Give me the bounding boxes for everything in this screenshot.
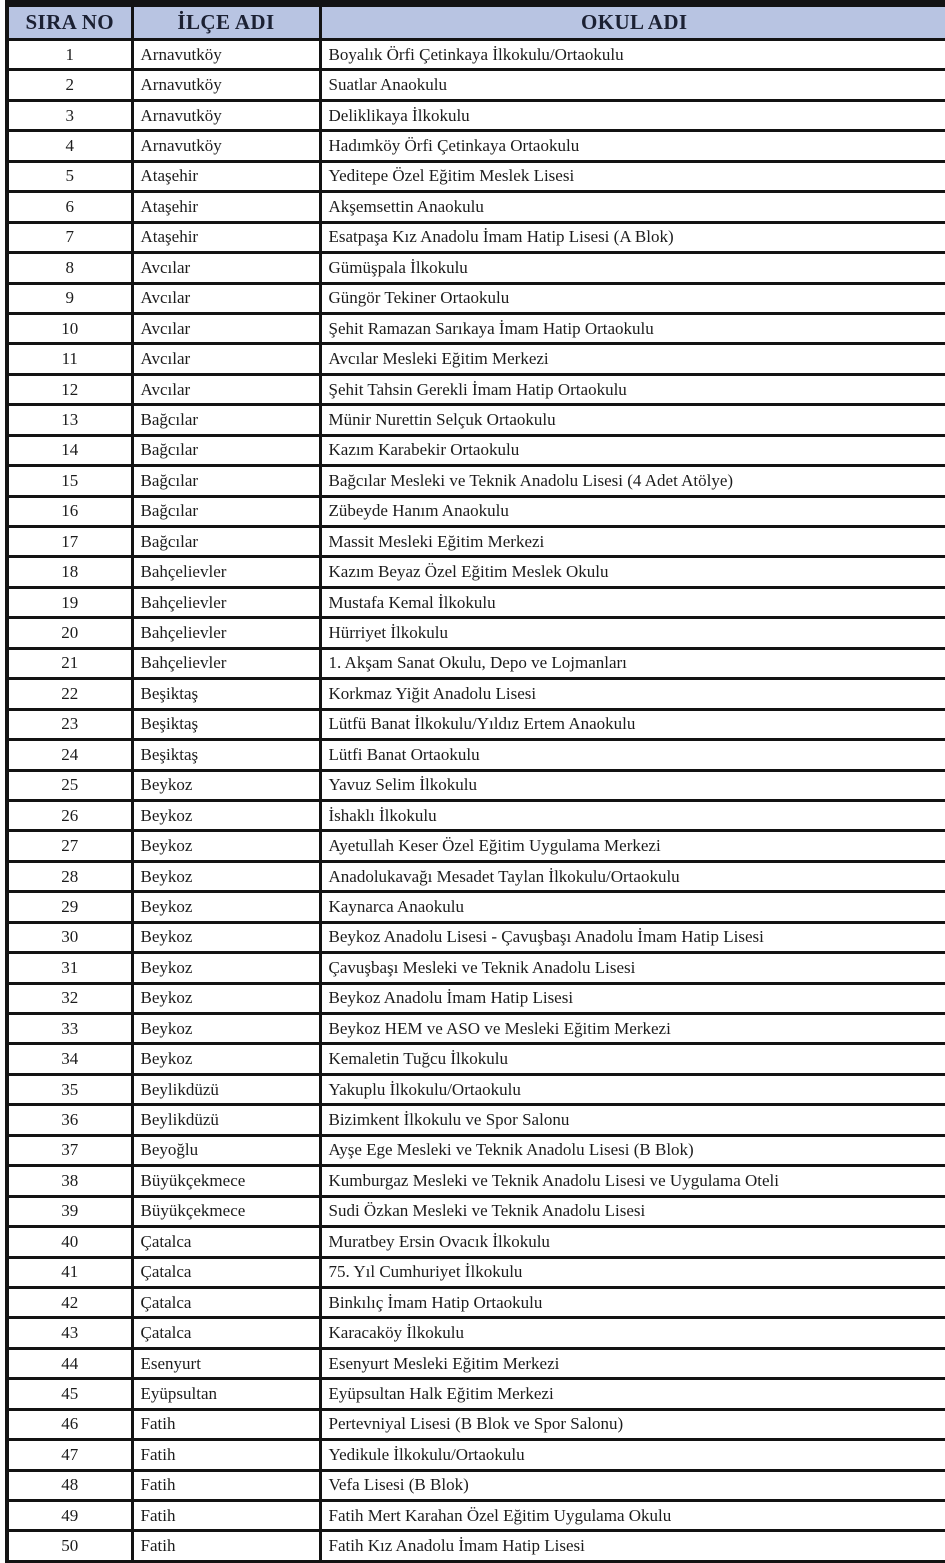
row-number-cell: 37 bbox=[7, 1135, 132, 1165]
district-cell: Beykoz bbox=[132, 983, 320, 1013]
district-cell: Beşiktaş bbox=[132, 709, 320, 739]
district-cell: Bahçelievler bbox=[132, 557, 320, 587]
school-cell: Beykoz Anadolu Lisesi - Çavuşbaşı Anadolu İmam Hatip Lisesi bbox=[320, 922, 945, 952]
school-cell: Bizimkent İlkokulu ve Spor Salonu bbox=[320, 1105, 945, 1135]
school-cell: Boyalık Örfi Çetinkaya İlkokulu/Ortaokulu bbox=[320, 40, 945, 70]
table-body bbox=[7, 40, 945, 1562]
row-number-cell: 15 bbox=[7, 466, 132, 496]
row-number-cell: 27 bbox=[7, 831, 132, 861]
table-row bbox=[7, 800, 945, 830]
district-cell: Beykoz bbox=[132, 1044, 320, 1074]
row-number-cell: 38 bbox=[7, 1166, 132, 1196]
school-cell: Kaynarca Anaokulu bbox=[320, 892, 945, 922]
row-number-cell: 43 bbox=[7, 1318, 132, 1348]
district-cell: Beşiktaş bbox=[132, 740, 320, 770]
school-cell: Yakuplu İlkokulu/Ortaokulu bbox=[320, 1074, 945, 1104]
table-row bbox=[7, 648, 945, 678]
table-row bbox=[7, 1531, 945, 1562]
table-row bbox=[7, 557, 945, 587]
school-cell: Binkılıç İmam Hatip Ortaokulu bbox=[320, 1287, 945, 1317]
district-cell: Beykoz bbox=[132, 953, 320, 983]
row-number-cell: 2 bbox=[7, 70, 132, 100]
district-cell: Çatalca bbox=[132, 1318, 320, 1348]
table-row bbox=[7, 466, 945, 496]
school-cell: Avcılar Mesleki Eğitim Merkezi bbox=[320, 344, 945, 374]
table-row bbox=[7, 222, 945, 252]
school-cell: Şehit Ramazan Sarıkaya İmam Hatip Ortaokulu bbox=[320, 313, 945, 343]
row-number-cell: 16 bbox=[7, 496, 132, 526]
schools-table bbox=[5, 0, 945, 1563]
table-row bbox=[7, 770, 945, 800]
table-row bbox=[7, 70, 945, 100]
district-cell: Büyükçekmece bbox=[132, 1166, 320, 1196]
table-row bbox=[7, 1379, 945, 1409]
district-cell: Esenyurt bbox=[132, 1348, 320, 1378]
table-row bbox=[7, 861, 945, 891]
row-number-cell: 30 bbox=[7, 922, 132, 952]
row-number-cell: 25 bbox=[7, 770, 132, 800]
district-cell: Beyoğlu bbox=[132, 1135, 320, 1165]
table-row bbox=[7, 1074, 945, 1104]
school-cell: Şehit Tahsin Gerekli İmam Hatip Ortaokulu bbox=[320, 374, 945, 404]
district-cell: Eyüpsultan bbox=[132, 1379, 320, 1409]
table-row bbox=[7, 892, 945, 922]
school-cell: Güngör Tekiner Ortaokulu bbox=[320, 283, 945, 313]
school-cell: Eyüpsultan Halk Eğitim Merkezi bbox=[320, 1379, 945, 1409]
district-cell: Bağcılar bbox=[132, 496, 320, 526]
district-cell: Beykoz bbox=[132, 770, 320, 800]
district-cell: Ataşehir bbox=[132, 222, 320, 252]
school-cell: Yedikule İlkokulu/Ortaokulu bbox=[320, 1440, 945, 1470]
table-row bbox=[7, 1166, 945, 1196]
row-number-cell: 24 bbox=[7, 740, 132, 770]
table-row bbox=[7, 983, 945, 1013]
school-cell: Kemaletin Tuğcu İlkokulu bbox=[320, 1044, 945, 1074]
district-cell: Beykoz bbox=[132, 800, 320, 830]
district-cell: Avcılar bbox=[132, 313, 320, 343]
table-row bbox=[7, 100, 945, 130]
school-cell: Esatpaşa Kız Anadolu İmam Hatip Lisesi (A Blok) bbox=[320, 222, 945, 252]
school-cell: Kazım Beyaz Özel Eğitim Meslek Okulu bbox=[320, 557, 945, 587]
column-header-sira-no: SIRA NO bbox=[7, 4, 132, 40]
school-cell: Esenyurt Mesleki Eğitim Merkezi bbox=[320, 1348, 945, 1378]
school-cell: Fatih Mert Karahan Özel Eğitim Uygulama Okulu bbox=[320, 1501, 945, 1531]
district-cell: Arnavutköy bbox=[132, 131, 320, 161]
row-number-cell: 18 bbox=[7, 557, 132, 587]
table-row bbox=[7, 131, 945, 161]
district-cell: Arnavutköy bbox=[132, 70, 320, 100]
table-row bbox=[7, 40, 945, 70]
district-cell: Ataşehir bbox=[132, 192, 320, 222]
row-number-cell: 45 bbox=[7, 1379, 132, 1409]
district-cell: Beylikdüzü bbox=[132, 1074, 320, 1104]
school-cell: Lütfü Banat İlkokulu/Yıldız Ertem Anaokulu bbox=[320, 709, 945, 739]
school-cell: Beykoz HEM ve ASO ve Mesleki Eğitim Merkezi bbox=[320, 1014, 945, 1044]
school-cell: Kazım Karabekir Ortaokulu bbox=[320, 435, 945, 465]
table-row bbox=[7, 1348, 945, 1378]
row-number-cell: 13 bbox=[7, 405, 132, 435]
district-cell: Bağcılar bbox=[132, 435, 320, 465]
school-cell: Deliklikaya İlkokulu bbox=[320, 100, 945, 130]
row-number-cell: 1 bbox=[7, 40, 132, 70]
school-cell: Münir Nurettin Selçuk Ortaokulu bbox=[320, 405, 945, 435]
row-number-cell: 19 bbox=[7, 587, 132, 617]
row-number-cell: 5 bbox=[7, 161, 132, 191]
school-cell: Suatlar Anaokulu bbox=[320, 70, 945, 100]
row-number-cell: 49 bbox=[7, 1501, 132, 1531]
district-cell: Fatih bbox=[132, 1531, 320, 1562]
district-cell: Beykoz bbox=[132, 892, 320, 922]
district-cell: Fatih bbox=[132, 1409, 320, 1439]
row-number-cell: 7 bbox=[7, 222, 132, 252]
table-row bbox=[7, 1287, 945, 1317]
table-row bbox=[7, 527, 945, 557]
table-row bbox=[7, 313, 945, 343]
school-cell: Ayetullah Keser Özel Eğitim Uygulama Merkezi bbox=[320, 831, 945, 861]
row-number-cell: 14 bbox=[7, 435, 132, 465]
row-number-cell: 50 bbox=[7, 1531, 132, 1562]
table-row bbox=[7, 1409, 945, 1439]
table-row bbox=[7, 344, 945, 374]
row-number-cell: 44 bbox=[7, 1348, 132, 1378]
table-row bbox=[7, 374, 945, 404]
district-cell: Avcılar bbox=[132, 253, 320, 283]
school-cell: Muratbey Ersin Ovacık İlkokulu bbox=[320, 1227, 945, 1257]
district-cell: Beykoz bbox=[132, 861, 320, 891]
school-cell: Mustafa Kemal İlkokulu bbox=[320, 587, 945, 617]
row-number-cell: 9 bbox=[7, 283, 132, 313]
row-number-cell: 8 bbox=[7, 253, 132, 283]
district-cell: Bahçelievler bbox=[132, 648, 320, 678]
school-cell: Yavuz Selim İlkokulu bbox=[320, 770, 945, 800]
district-cell: Bağcılar bbox=[132, 405, 320, 435]
district-cell: Çatalca bbox=[132, 1257, 320, 1287]
table-row bbox=[7, 283, 945, 313]
school-cell: Karacaköy İlkokulu bbox=[320, 1318, 945, 1348]
table-header-row bbox=[7, 4, 945, 40]
row-number-cell: 33 bbox=[7, 1014, 132, 1044]
school-cell: Akşemsettin Anaokulu bbox=[320, 192, 945, 222]
row-number-cell: 31 bbox=[7, 953, 132, 983]
school-cell: Pertevniyal Lisesi (B Blok ve Spor Salonu) bbox=[320, 1409, 945, 1439]
school-cell: Hürriyet İlkokulu bbox=[320, 618, 945, 648]
row-number-cell: 23 bbox=[7, 709, 132, 739]
district-cell: Büyükçekmece bbox=[132, 1196, 320, 1226]
school-cell: Yeditepe Özel Eğitim Meslek Lisesi bbox=[320, 161, 945, 191]
school-cell: İshaklı İlkokulu bbox=[320, 800, 945, 830]
table-row bbox=[7, 435, 945, 465]
table-row bbox=[7, 1135, 945, 1165]
table-row bbox=[7, 1196, 945, 1226]
school-cell: Vefa Lisesi (B Blok) bbox=[320, 1470, 945, 1500]
row-number-cell: 41 bbox=[7, 1257, 132, 1287]
row-number-cell: 3 bbox=[7, 100, 132, 130]
table-row bbox=[7, 1470, 945, 1500]
table-row bbox=[7, 1014, 945, 1044]
school-cell: Beykoz Anadolu İmam Hatip Lisesi bbox=[320, 983, 945, 1013]
table-row bbox=[7, 1227, 945, 1257]
row-number-cell: 29 bbox=[7, 892, 132, 922]
table-row bbox=[7, 740, 945, 770]
table-row bbox=[7, 1044, 945, 1074]
column-header-okul-adi: OKUL ADI bbox=[320, 4, 945, 40]
district-cell: Fatih bbox=[132, 1501, 320, 1531]
row-number-cell: 11 bbox=[7, 344, 132, 374]
row-number-cell: 35 bbox=[7, 1074, 132, 1104]
school-cell: Ayşe Ege Mesleki ve Teknik Anadolu Lisesi (B Blok) bbox=[320, 1135, 945, 1165]
table-row bbox=[7, 161, 945, 191]
district-cell: Beylikdüzü bbox=[132, 1105, 320, 1135]
district-cell: Arnavutköy bbox=[132, 100, 320, 130]
row-number-cell: 12 bbox=[7, 374, 132, 404]
table-row bbox=[7, 253, 945, 283]
district-cell: Beykoz bbox=[132, 922, 320, 952]
district-cell: Beykoz bbox=[132, 1014, 320, 1044]
district-cell: Fatih bbox=[132, 1470, 320, 1500]
row-number-cell: 28 bbox=[7, 861, 132, 891]
row-number-cell: 34 bbox=[7, 1044, 132, 1074]
table-row bbox=[7, 496, 945, 526]
district-cell: Bağcılar bbox=[132, 466, 320, 496]
school-cell: 1. Akşam Sanat Okulu, Depo ve Lojmanları bbox=[320, 648, 945, 678]
table-row bbox=[7, 192, 945, 222]
district-cell: Çatalca bbox=[132, 1227, 320, 1257]
table-row bbox=[7, 405, 945, 435]
column-header-ilce-adi: İLÇE ADI bbox=[132, 4, 320, 40]
school-cell: Hadımköy Örfi Çetinkaya Ortaokulu bbox=[320, 131, 945, 161]
school-cell: Çavuşbaşı Mesleki ve Teknik Anadolu Lisesi bbox=[320, 953, 945, 983]
table-row bbox=[7, 922, 945, 952]
row-number-cell: 20 bbox=[7, 618, 132, 648]
row-number-cell: 22 bbox=[7, 679, 132, 709]
row-number-cell: 21 bbox=[7, 648, 132, 678]
school-cell: Kumburgaz Mesleki ve Teknik Anadolu Lisesi ve Uygulama Oteli bbox=[320, 1166, 945, 1196]
school-cell: Zübeyde Hanım Anaokulu bbox=[320, 496, 945, 526]
district-cell: Bahçelievler bbox=[132, 618, 320, 648]
row-number-cell: 6 bbox=[7, 192, 132, 222]
row-number-cell: 4 bbox=[7, 131, 132, 161]
district-cell: Bağcılar bbox=[132, 527, 320, 557]
row-number-cell: 39 bbox=[7, 1196, 132, 1226]
row-number-cell: 10 bbox=[7, 313, 132, 343]
row-number-cell: 42 bbox=[7, 1287, 132, 1317]
row-number-cell: 48 bbox=[7, 1470, 132, 1500]
table-row bbox=[7, 1318, 945, 1348]
table-row bbox=[7, 587, 945, 617]
school-cell: Gümüşpala İlkokulu bbox=[320, 253, 945, 283]
table-row bbox=[7, 1440, 945, 1470]
row-number-cell: 32 bbox=[7, 983, 132, 1013]
row-number-cell: 47 bbox=[7, 1440, 132, 1470]
row-number-cell: 26 bbox=[7, 800, 132, 830]
district-cell: Ataşehir bbox=[132, 161, 320, 191]
district-cell: Arnavutköy bbox=[132, 40, 320, 70]
district-cell: Beykoz bbox=[132, 831, 320, 861]
school-cell: Anadolukavağı Mesadet Taylan İlkokulu/Ortaokulu bbox=[320, 861, 945, 891]
table-row bbox=[7, 618, 945, 648]
row-number-cell: 17 bbox=[7, 527, 132, 557]
district-cell: Bahçelievler bbox=[132, 587, 320, 617]
table-row bbox=[7, 953, 945, 983]
school-cell: Lütfi Banat Ortaokulu bbox=[320, 740, 945, 770]
row-number-cell: 40 bbox=[7, 1227, 132, 1257]
row-number-cell: 36 bbox=[7, 1105, 132, 1135]
table-row bbox=[7, 1105, 945, 1135]
district-cell: Avcılar bbox=[132, 374, 320, 404]
table-row bbox=[7, 1257, 945, 1287]
school-cell: Korkmaz Yiğit Anadolu Lisesi bbox=[320, 679, 945, 709]
school-cell: Fatih Kız Anadolu İmam Hatip Lisesi bbox=[320, 1531, 945, 1562]
school-cell: 75. Yıl Cumhuriyet İlkokulu bbox=[320, 1257, 945, 1287]
school-cell: Sudi Özkan Mesleki ve Teknik Anadolu Lisesi bbox=[320, 1196, 945, 1226]
district-cell: Avcılar bbox=[132, 283, 320, 313]
table-row bbox=[7, 679, 945, 709]
district-cell: Avcılar bbox=[132, 344, 320, 374]
district-cell: Çatalca bbox=[132, 1287, 320, 1317]
district-cell: Beşiktaş bbox=[132, 679, 320, 709]
school-cell: Massit Mesleki Eğitim Merkezi bbox=[320, 527, 945, 557]
school-cell: Bağcılar Mesleki ve Teknik Anadolu Lisesi (4 Adet Atölye) bbox=[320, 466, 945, 496]
district-cell: Fatih bbox=[132, 1440, 320, 1470]
table-row bbox=[7, 831, 945, 861]
row-number-cell: 46 bbox=[7, 1409, 132, 1439]
table-row bbox=[7, 709, 945, 739]
table-row bbox=[7, 1501, 945, 1531]
